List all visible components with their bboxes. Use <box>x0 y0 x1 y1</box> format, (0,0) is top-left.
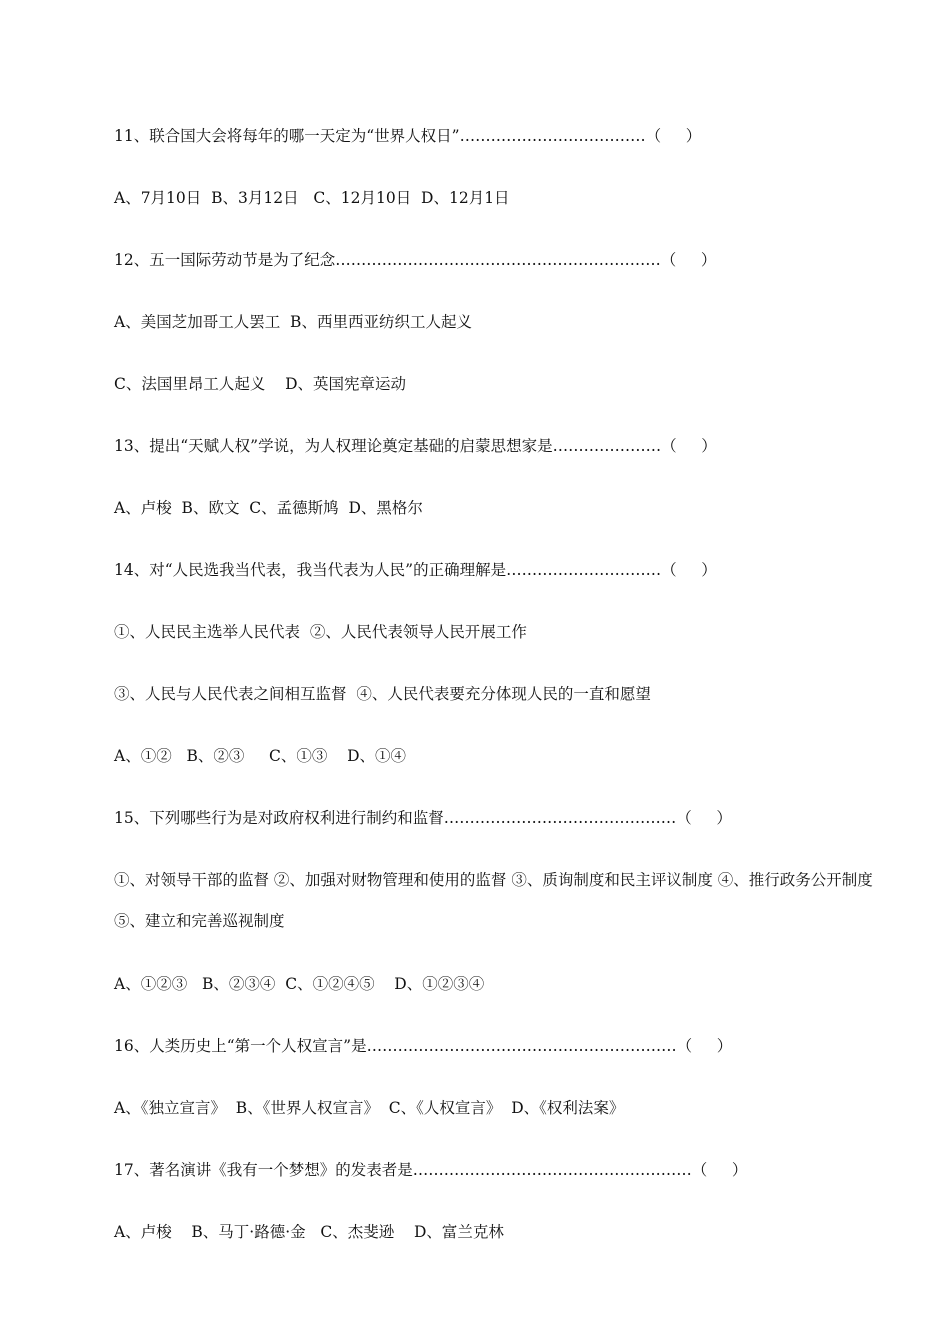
question-15-statements: ①、对领导干部的监督 ②、加强对财物管理和使用的监督 ③、质询制度和民主评议制度 ④、推行政务公开制度 ⑤、建立和完善巡视制度 <box>114 871 873 930</box>
question-16-options: A、《独立宣言》 B、《世界人权宣言》 C、《人权宣言》 D、《权利法案》 <box>114 1099 625 1117</box>
question-11-options: A、7月10日 B、3月12日 C、12月10日 D、12月1日 <box>114 189 510 207</box>
question-14-statement-1: ①、人民民主选举人民代表 ②、人民代表领导人民开展工作 <box>114 623 527 641</box>
question-17-stem: 17、著名演讲《我有一个梦想》的发表者是………………………………………………（ ） <box>114 1161 748 1179</box>
question-15-options: A、①②③ B、②③④ C、①②④⑤ D、①②③④ <box>114 975 485 993</box>
question-14-statement-2: ③、人民与人民代表之间相互监督 ④、人民代表要充分体现人民的一直和愿望 <box>114 685 651 703</box>
question-14-stem: 14、对“人民选我当代表，我当代表为人民”的正确理解是…………………………（ ） <box>114 561 717 579</box>
question-13-stem: 13、提出“天赋人权”学说，为人权理论奠定基础的启蒙思想家是…………………（ ） <box>114 437 717 455</box>
question-13-options: A、卢梭 B、欧文 C、孟德斯鸠 D、黑格尔 <box>114 499 423 517</box>
question-12-stem: 12、五一国际劳动节是为了纪念………………………………………………………（ ） <box>114 251 717 269</box>
question-14-options: A、①② B、②③ C、①③ D、①④ <box>114 747 406 765</box>
question-16-stem: 16、人类历史上“第一个人权宣言”是……………………………………………………（ ） <box>114 1037 733 1055</box>
question-15-stem: 15、下列哪些行为是对政府权利进行制约和监督………………………………………（ ） <box>114 809 732 827</box>
question-12-options-1: A、美国芝加哥工人罢工 B、西里西亚纺织工人起义 <box>114 313 472 331</box>
question-11-stem: 11、联合国大会将每年的哪一天定为“世界人权日”………………………………（ ） <box>114 127 702 145</box>
question-17-options: A、卢梭 B、马丁·路德·金 C、杰斐逊 D、富兰克林 <box>114 1223 504 1241</box>
question-12-options-2: C、法国里昂工人起义 D、英国宪章运动 <box>114 375 406 393</box>
